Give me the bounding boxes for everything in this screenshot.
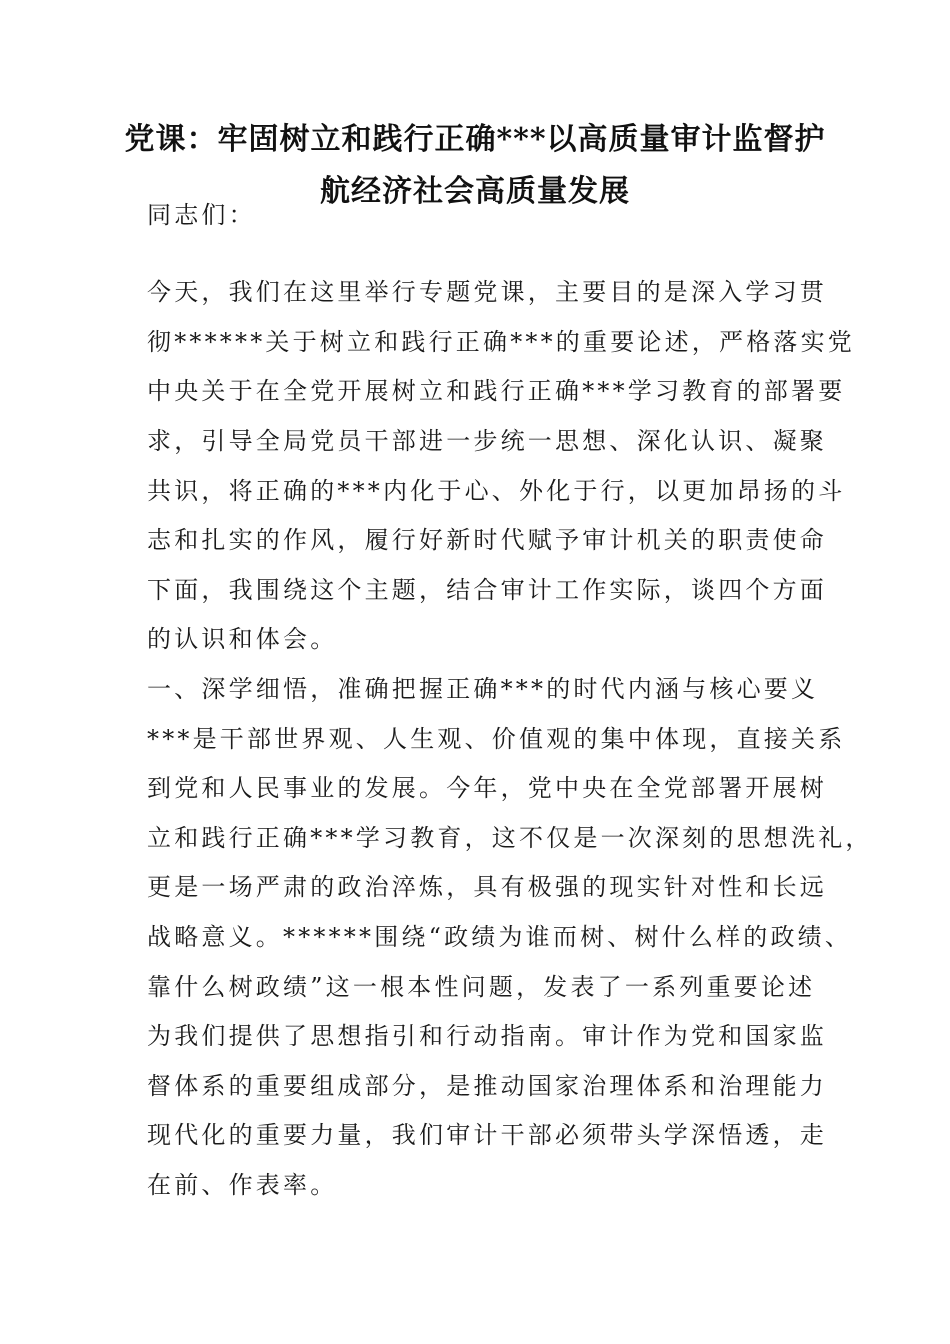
body-line: 靠什么树政绩”这一根本性问题，发表了一系列重要论述 — [147, 973, 816, 1001]
body-line: 求，引导全局党员干部进一步统一思想、深化认识、凝聚 — [147, 427, 827, 455]
body-line: 在前、作表率。 — [147, 1171, 338, 1199]
body-line: 立和践行正确***学习教育，这不仅是一次深刻的思想洗礼， — [147, 824, 873, 852]
body-line: 彻******关于树立和践行正确***的重要论述，严格落实党 — [147, 328, 855, 356]
body-line: 为我们提供了思想指引和行动指南。审计作为党和国家监 — [147, 1022, 827, 1050]
document-title-line-1: 党课：牢固树立和践行正确***以高质量审计监督护 — [124, 122, 826, 157]
body-line: 中央关于在全党开展树立和践行正确***学习教育的部署要 — [147, 377, 846, 405]
body-line: 下面，我围绕这个主题，结合审计工作实际，谈四个方面 — [147, 576, 827, 604]
body-line: 的认识和体会。 — [147, 625, 338, 653]
document-title-line-2: 航经济社会高质量发展 — [320, 174, 630, 209]
salutation: 同志们： — [147, 201, 256, 229]
body-line: 督体系的重要组成部分，是推动国家治理体系和治理能力 — [147, 1072, 827, 1100]
body-line: 志和扎实的作风，履行好新时代赋予审计机关的职责使命 — [147, 526, 827, 554]
body-line: ***是干部世界观、人生观、价值观的集中体现，直接关系 — [147, 725, 846, 753]
section-heading: 一、深学细悟，准确把握正确***的时代内涵与核心要义 — [147, 675, 819, 703]
body-line: 到党和人民事业的发展。今年，党中央在全党部署开展树 — [147, 774, 827, 802]
body-line: 共识，将正确的***内化于心、外化于行，以更加昂扬的斗 — [147, 477, 846, 505]
body-line: 今天，我们在这里举行专题党课，主要目的是深入学习贯 — [147, 278, 827, 306]
body-line: 战略意义。******围绕“政绩为谁而树、树什么样的政绩、 — [147, 923, 853, 951]
body-line: 更是一场严肃的政治淬炼，具有极强的现实针对性和长远 — [147, 873, 827, 901]
body-line: 现代化的重要力量，我们审计干部必须带头学深悟透，走 — [147, 1121, 827, 1149]
